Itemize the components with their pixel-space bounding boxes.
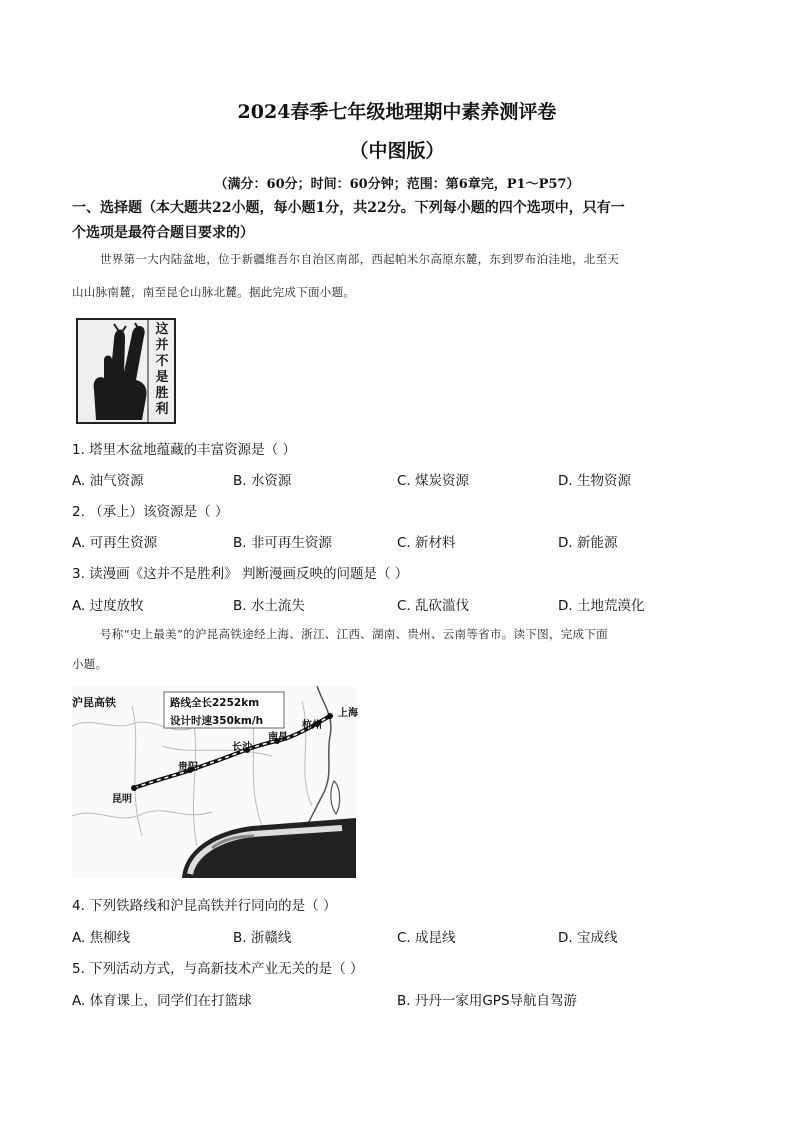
question-2-stem: 2. （承上）该资源是（ ） (72, 504, 229, 520)
city-nanchang: 南昌 (268, 732, 288, 743)
question-1-option-b[interactable]: B. 水资源 (233, 473, 292, 489)
question-4-stem: 4. 下列铁路线和沪昆高铁并行同向的是（ ） (72, 898, 337, 914)
question-3-stem: 3. 读漫画《这并不是胜利》 判断漫画反映的问题是（ ） (72, 566, 409, 582)
exam-meta: （满分：60分；时间：60分钟；范围：第6章完，P1～P57） (214, 177, 580, 192)
city-hangzhou: 杭州 (302, 720, 322, 731)
city-kunming: 昆明 (112, 794, 132, 805)
question-3-option-c[interactable]: C. 乱砍滥伐 (397, 598, 470, 614)
question-5-stem: 5. 下列活动方式，与高新技术产业无关的是（ ） (72, 961, 364, 977)
cartoon-image (76, 318, 176, 424)
section-heading-line1: 一、选择题（本大题共22小题，每小题1分，共22分。下列每小题的四个选项中，只有一 (72, 200, 625, 216)
railway-map (72, 686, 356, 878)
cartoon-caption: 这 并 不 是 胜 利 (155, 322, 169, 417)
question-1-stem: 1. 塔里木盆地蕴藏的丰富资源是（ ） (72, 442, 296, 458)
passage1-line2: 山山脉南麓，南至昆仑山脉北麓。据此完成下面小题。 (72, 285, 356, 299)
question-1-option-c[interactable]: C. 煤炭资源 (397, 473, 470, 489)
city-guiyang: 贵阳 (178, 762, 198, 773)
passage1-line1: 世界第一大内陆盆地，位于新疆维吾尔自治区南部，西起帕米尔高原东麓，东到罗布泊洼地，北至天 (100, 252, 620, 266)
city-changsha: 长沙 (232, 742, 252, 753)
map-title: 沪昆高铁 (72, 696, 116, 709)
question-4-option-d[interactable]: D. 宝成线 (558, 930, 618, 946)
map-design-speed: 设计时速350km/h (170, 715, 264, 727)
page-title: 2024春季七年级地理期中素养测评卷 (237, 101, 557, 123)
question-2-option-c[interactable]: C. 新材料 (397, 535, 456, 551)
section-heading-line2: 个选项是最符合题目要求的） (72, 225, 254, 241)
map-route-length: 路线全长2252km (170, 697, 260, 709)
question-4-option-b[interactable]: B. 浙赣线 (233, 930, 292, 946)
question-1-option-d[interactable]: D. 生物资源 (558, 473, 631, 489)
question-2-option-b[interactable]: B. 非可再生资源 (233, 535, 332, 551)
question-5-option-b[interactable]: B. 丹丹一家用GPS导航自驾游 (397, 993, 578, 1009)
passage2-line1: 号称“史上最美”的沪昆高铁途经上海、浙江、江西、湖南、贵州、云南等省市。读下图，完成下面 (100, 627, 608, 641)
question-2-option-d[interactable]: D. 新能源 (558, 535, 618, 551)
question-5-option-a[interactable]: A. 体育课上，同学们在打篮球 (72, 993, 252, 1009)
question-2-option-a[interactable]: A. 可再生资源 (72, 535, 158, 551)
question-4-option-c[interactable]: C. 成昆线 (397, 930, 456, 946)
question-3-option-a[interactable]: A. 过度放牧 (72, 598, 144, 614)
passage2-line2: 小题。 (72, 657, 108, 671)
question-3-option-d[interactable]: D. 土地荒漠化 (558, 598, 645, 614)
question-3-option-b[interactable]: B. 水土流失 (233, 598, 305, 614)
question-4-option-a[interactable]: A. 焦柳线 (72, 930, 131, 946)
city-shanghai: 上海 (338, 708, 358, 719)
page-subtitle: （中图版） (349, 140, 445, 162)
question-1-option-a[interactable]: A. 油气资源 (72, 473, 144, 489)
